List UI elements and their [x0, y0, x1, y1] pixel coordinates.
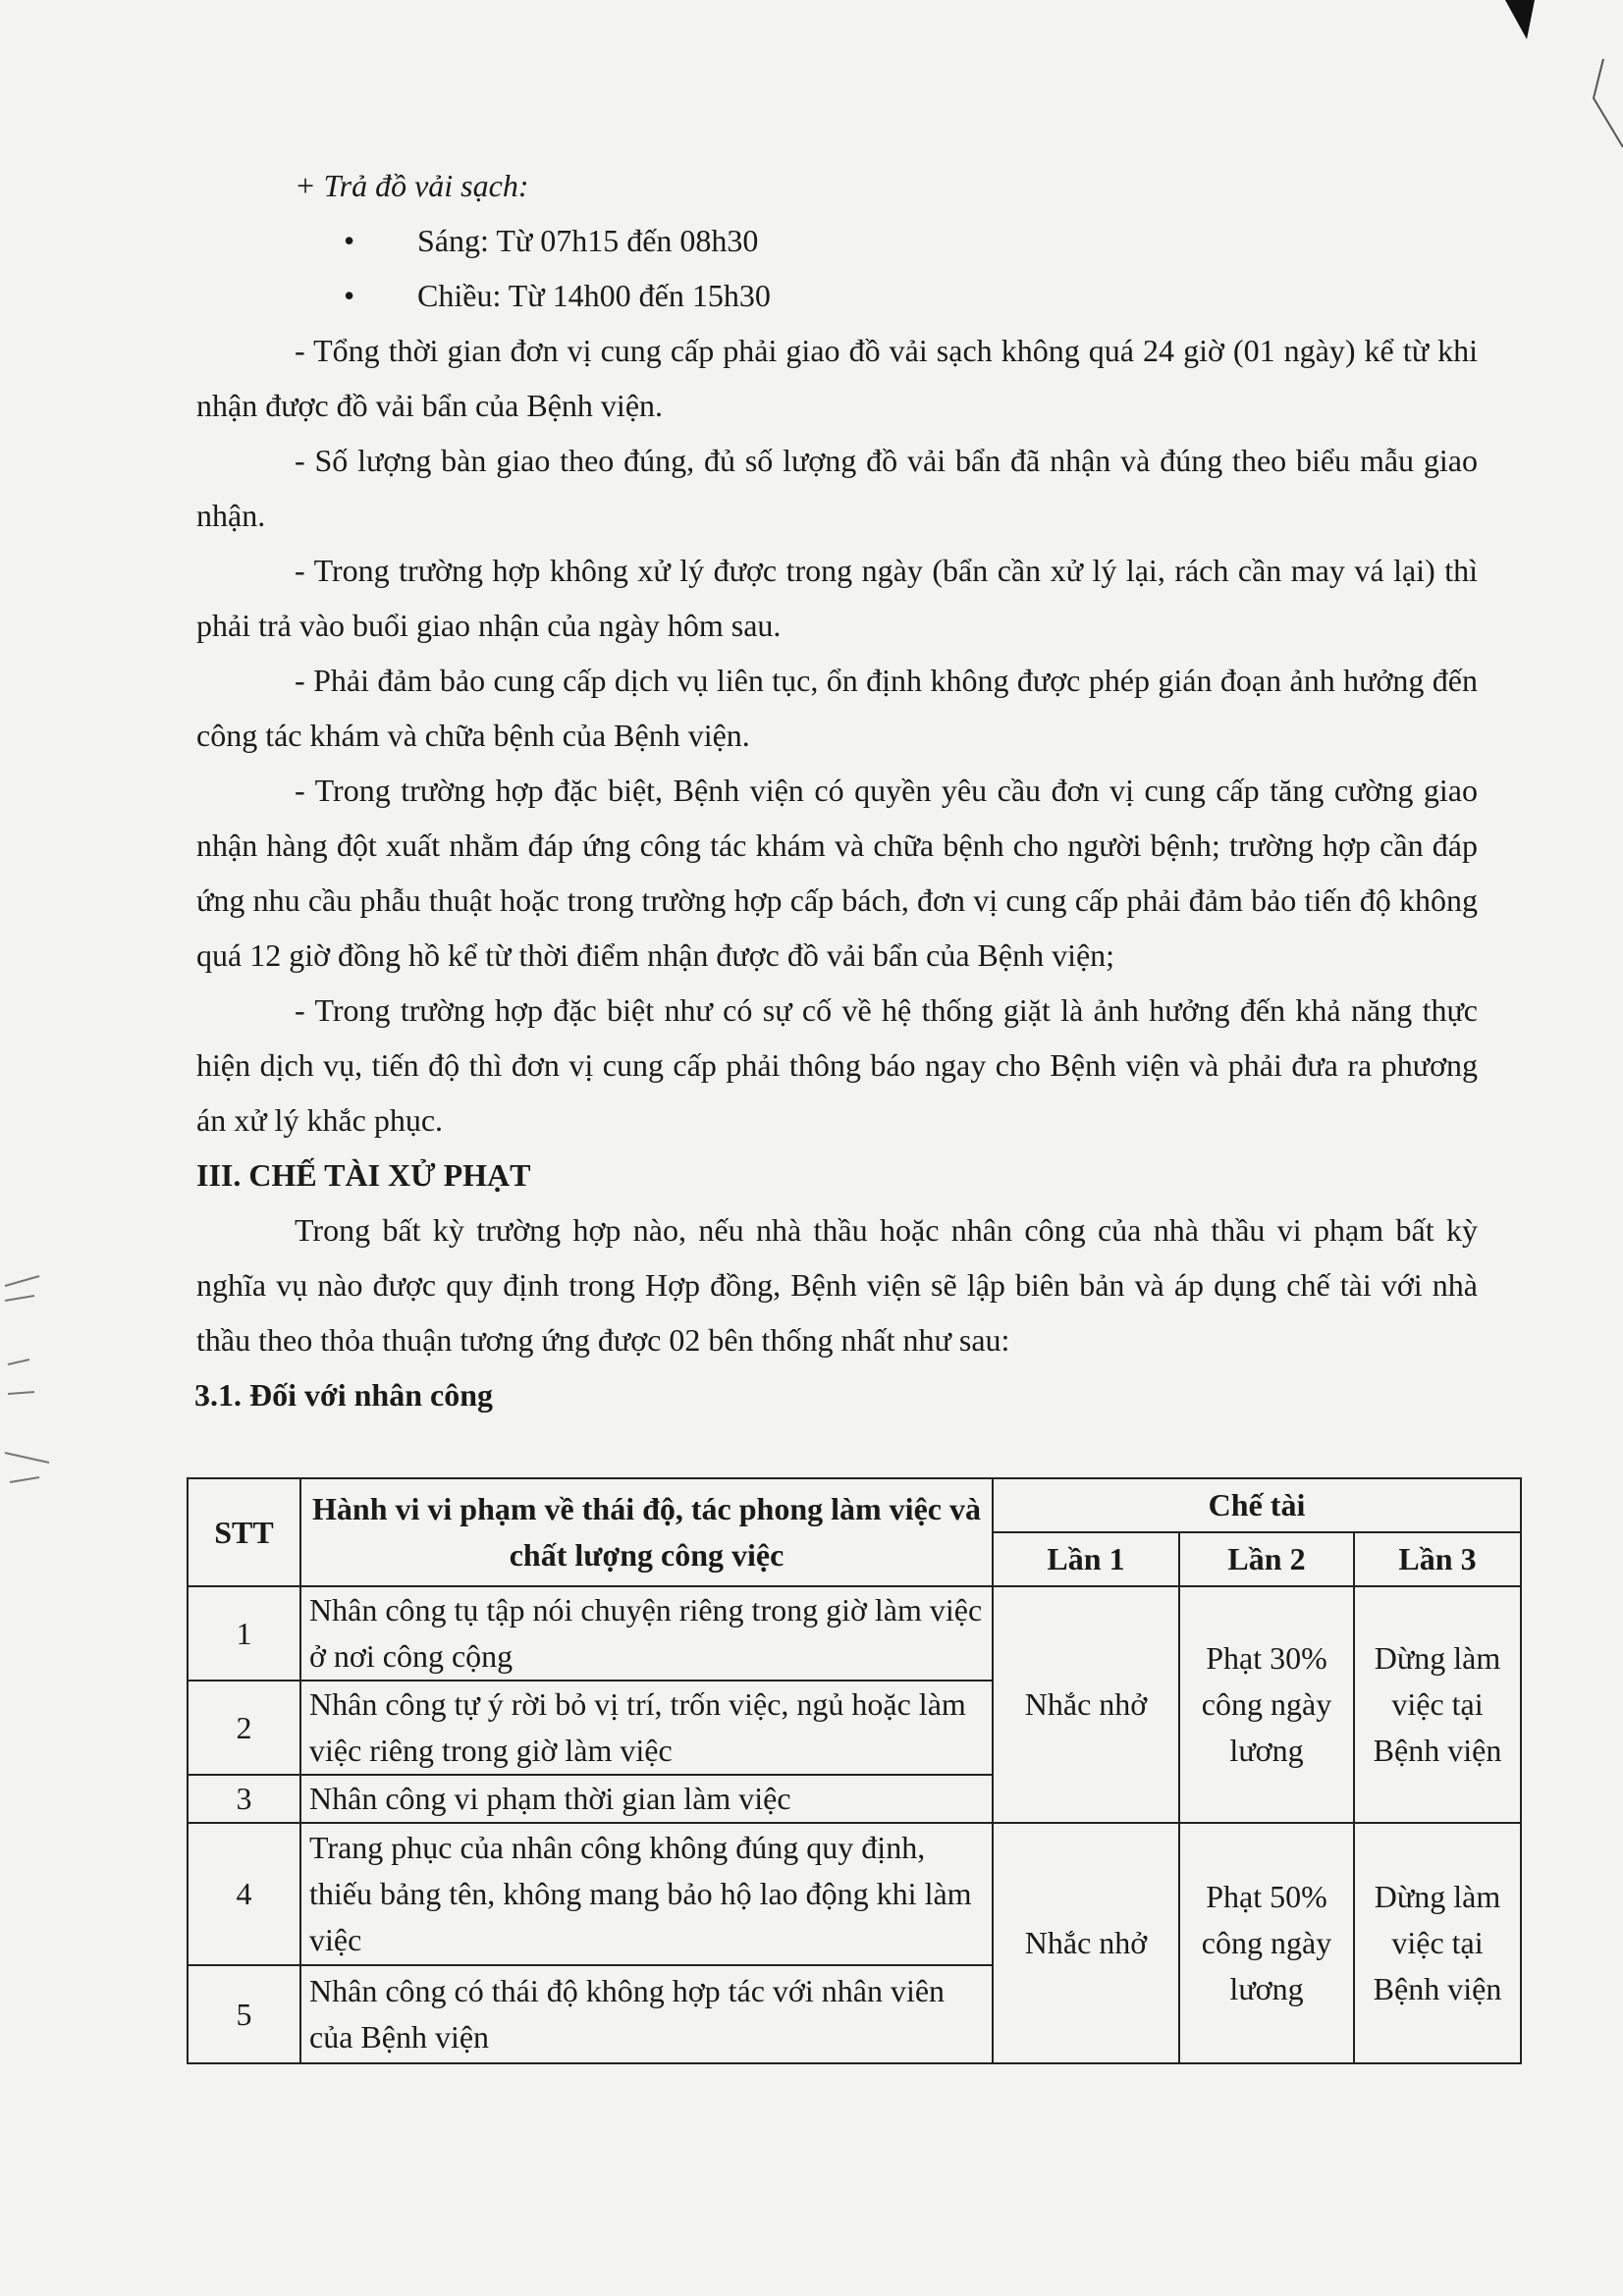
- row-text: Nhân công tụ tập nói chuyện riêng trong giờ làm việc ở nơi công cộng: [300, 1586, 993, 1681]
- paragraph: - Trong trường hợp đặc biệt, Bệnh viện có quyền yêu cầu đơn vị cung cấp tăng cường giao nhận hàng đột xuất nhằm đáp ứng công tác khám và chữa bệnh cho người bệnh; trường hợp cần đáp ứng nhu cầu phẫu thuật hoặc trong trường hợp cấp bách, đơn vị cung cấp phải đảm bảo tiến độ không quá 12 giờ đồng hồ kể từ thời điểm nhận được đồ vải bẩn của Bệnh viện;: [196, 773, 1478, 973]
- paragraph: - Trong trường hợp đặc biệt như có sự cố về hệ thống giặt là ảnh hưởng đến khả năng thực hiện dịch vụ, tiến độ thì đơn vị cung cấp phải thông báo ngay cho Bệnh viện và phải đưa ra phương án xử lý khắc phục.: [196, 992, 1478, 1138]
- bullet-afternoon: • Chiều: Từ 14h00 đến 15h30: [196, 268, 1478, 323]
- row-text: Nhân công tự ý rời bỏ vị trí, trốn việc, ngủ hoặc làm việc riêng trong giờ làm việc: [300, 1681, 993, 1775]
- sanction-second: Phạt 50% công ngày lương: [1179, 1823, 1354, 2063]
- sanction-first: Nhắc nhở: [993, 1586, 1179, 1823]
- paragraph: - Trong trường hợp không xử lý được trong ngày (bẩn cần xử lý lại, rách cần may vá lại) thì phải trả vào buổi giao nhận của ngày hôm sau.: [196, 553, 1478, 643]
- row-stt: 4: [188, 1823, 300, 1965]
- row-stt: 5: [188, 1965, 300, 2063]
- header-first: Lần 1: [993, 1532, 1179, 1586]
- bullet-morning: • Sáng: Từ 07h15 đến 08h30: [196, 213, 1478, 268]
- row-text: Nhân công vi phạm thời gian làm việc: [300, 1775, 993, 1823]
- margin-stamp-mark: [0, 1266, 59, 1561]
- page-corner-fold: [1505, 0, 1623, 147]
- paragraph: Trong bất kỳ trường hợp nào, nếu nhà thầu hoặc nhân công của nhà thầu vi phạm bất kỳ nghĩa vụ nào được quy định trong Hợp đồng, Bệnh viện sẽ lập biên bản và áp dụng chế tài với nhà thầu theo thỏa thuận tương ứng được 02 bên thống nhất như sau:: [196, 1212, 1478, 1358]
- header-second: Lần 2: [1179, 1532, 1354, 1586]
- paragraph: - Tổng thời gian đơn vị cung cấp phải giao đồ vải sạch không quá 24 giờ (01 ngày) kể từ khi nhận được đồ vải bẩn của Bệnh viện.: [196, 333, 1478, 423]
- clean-return-heading: + Trả đồ vải sạch:: [295, 168, 529, 203]
- section-title: III. CHẾ TÀI XỬ PHẠT: [196, 1157, 531, 1193]
- paragraph: - Số lượng bàn giao theo đúng, đủ số lượng đồ vải bẩn đã nhận và đúng theo biểu mẫu giao nhận.: [196, 443, 1478, 533]
- sanction-table: [187, 1477, 1522, 2064]
- row-stt: 2: [188, 1681, 300, 1775]
- row-text: Trang phục của nhân công không đúng quy định, thiếu bảng tên, không mang bảo hộ lao động khi làm việc: [300, 1823, 993, 1965]
- table-row: [188, 1823, 1521, 1965]
- row-stt: 1: [188, 1586, 300, 1681]
- sanction-first: Nhắc nhở: [993, 1823, 1179, 2063]
- table-row: [188, 1586, 1521, 1681]
- header-third: Lần 3: [1354, 1532, 1521, 1586]
- sanction-third: Dừng làm việc tại Bệnh viện: [1354, 1823, 1521, 2063]
- row-text: Nhân công có thái độ không hợp tác với nhân viên của Bệnh viện: [300, 1965, 993, 2063]
- paragraph: - Phải đảm bảo cung cấp dịch vụ liên tục, ổn định không được phép gián đoạn ảnh hưởng đến công tác khám và chữa bệnh của Bệnh viện.: [196, 663, 1478, 753]
- document-body: [196, 158, 1478, 1422]
- sanction-third: Dừng làm việc tại Bệnh viện: [1354, 1586, 1521, 1823]
- header-violation: Hành vi vi phạm về thái độ, tác phong làm việc và chất lượng công việc: [300, 1478, 993, 1586]
- row-stt: 3: [188, 1775, 300, 1823]
- sanction-second: Phạt 30% công ngày lương: [1179, 1586, 1354, 1823]
- subsection-title: 3.1. Đối với nhân công: [194, 1377, 493, 1413]
- header-stt: STT: [188, 1478, 300, 1586]
- header-sanction: Chế tài: [993, 1478, 1521, 1532]
